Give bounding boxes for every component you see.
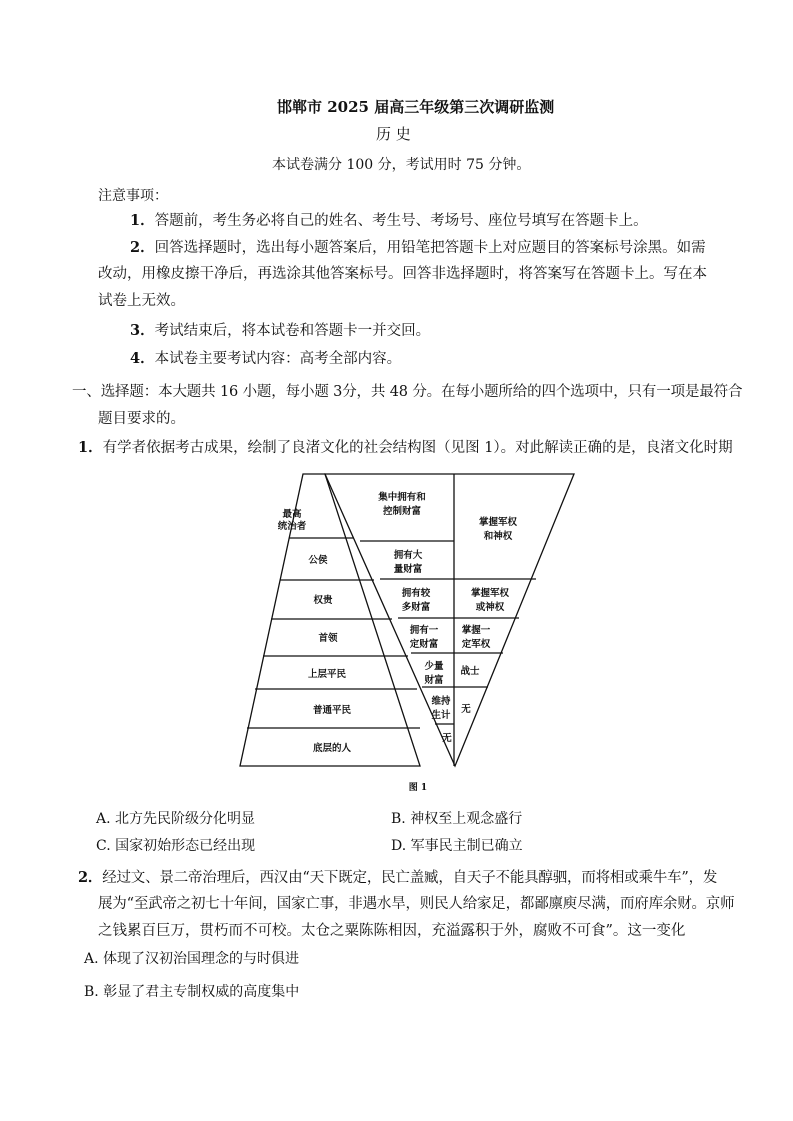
- wealth-label: 拥有一: [409, 625, 439, 636]
- notice-text: 回答选择题时，选出每小题答案后，用铅笔把答题卡上对应题目的答案标号涂黑。如需: [154, 240, 706, 256]
- power-label: 战士: [460, 666, 480, 677]
- notice-item-2: [130, 234, 706, 262]
- power-label: 定军权: [461, 639, 491, 650]
- notice-item-4: [130, 345, 401, 373]
- tier-label: 统治者: [277, 521, 307, 532]
- notice-text: 答题前，考生务必将自己的姓名、考生号、考场号、座位号填写在答题卡上。: [154, 213, 648, 229]
- social-structure-diagram: [230, 466, 590, 796]
- notice-num: 4．: [130, 350, 155, 367]
- tier-label: 首领: [318, 633, 338, 644]
- question-2-stem-cont: 之钱累百巨万，贯朽而不可校。太仓之粟陈陈相因，充溢露积于外，腐败不可食”。这一变化: [98, 923, 686, 939]
- wealth-label: 拥有较: [401, 588, 431, 599]
- tier-label: 公侯: [308, 555, 328, 566]
- tier-label: 权贵: [313, 595, 333, 606]
- subject-title: 历 史: [376, 125, 411, 143]
- option-a[interactable]: A. 体现了汉初治国理念的与时俱进: [84, 951, 300, 967]
- tier-label: 上层平民: [307, 669, 347, 680]
- tier-label: 最高: [282, 509, 302, 520]
- notice-item-1: [130, 207, 648, 235]
- wealth-label: 集中拥有和: [378, 492, 426, 503]
- wealth-label: 生计: [431, 710, 451, 721]
- power-label: 无: [461, 704, 471, 715]
- wealth-label: 定财富: [409, 639, 439, 650]
- section-instructions-cont: 题目要求的。: [98, 411, 185, 427]
- question-2-stem-cont: 展为“至武帝之初七十年间，国家亡事，非遇水旱，则民人给家足，都鄙廪庾尽满，而府库余财。京师: [98, 896, 735, 912]
- status-pyramid: [240, 474, 420, 766]
- option-a[interactable]: A. 北方先民阶级分化明显: [96, 811, 256, 827]
- notice-num: 2．: [130, 239, 155, 256]
- wealth-label: 多财富: [401, 602, 431, 613]
- notice-num: 3．: [130, 322, 155, 339]
- question-text: 经过文、景二帝治理后，西汉由“天下既定，民亡盖臧，自天子不能具醇驷，而将相或乘牛车”，发: [102, 870, 718, 886]
- notice-item-3: [130, 317, 430, 345]
- notice-heading: 注意事项：: [98, 188, 168, 204]
- option-b[interactable]: B. 彰显了君主专制权威的高度集中: [84, 984, 300, 1000]
- option-c[interactable]: C. 国家初始形态已经出现: [96, 838, 256, 854]
- question-number: 2．: [78, 869, 103, 886]
- wealth-label: 无: [442, 733, 452, 744]
- wealth-label: 拥有大: [393, 550, 423, 561]
- wealth-label: 财富: [424, 675, 444, 686]
- wealth-label: 维持: [431, 696, 451, 707]
- question-1-stem: [78, 434, 733, 462]
- inverted-triangle: [325, 474, 574, 766]
- option-b[interactable]: B. 神权至上观念盛行: [391, 811, 523, 827]
- tier-label: 底层的人: [312, 743, 352, 754]
- notice-text: 本试卷主要考试内容：高考全部内容。: [154, 351, 402, 367]
- section-instructions: 一、选择题：本大题共 16 小题，每小题 3分，共 48 分。在每小题所给的四个选项中，只有一项是最符合: [72, 384, 743, 400]
- power-label: 掌握军权: [470, 588, 510, 599]
- question-2-stem: [78, 864, 717, 892]
- option-d[interactable]: D. 军事民主制已确立: [391, 838, 523, 854]
- exam-title: 邯郸市 2025 届高三年级第三次调研监测: [277, 98, 555, 116]
- question-number: 1．: [78, 439, 103, 456]
- notice-item-2-cont: 改动，用橡皮擦干净后，再选涂其他答案标号。回答非选择题时，将答案写在答题卡上。写在本: [98, 266, 707, 282]
- notice-item-2-cont: 试卷上无效。: [98, 293, 185, 309]
- power-label: 或神权: [475, 602, 505, 613]
- wealth-label: 量财富: [393, 564, 423, 575]
- tier-label: 普通平民: [312, 705, 352, 716]
- figure-caption: 图 1: [408, 783, 428, 793]
- wealth-label: 控制财富: [382, 506, 422, 517]
- question-text: 有学者依据考古成果，绘制了良渚文化的社会结构图（见图 1）。对此解读正确的是，良渚文化时期: [102, 440, 733, 456]
- exam-info: 本试卷满分 100 分，考试用时 75 分钟。: [272, 157, 531, 173]
- power-label: 掌握一: [461, 625, 491, 636]
- power-label: 掌握军权: [478, 517, 518, 528]
- notice-text: 考试结束后，将本试卷和答题卡一并交回。: [154, 323, 431, 339]
- power-label: 和神权: [483, 531, 513, 542]
- wealth-label: 少量: [424, 661, 444, 672]
- notice-num: 1．: [130, 212, 155, 229]
